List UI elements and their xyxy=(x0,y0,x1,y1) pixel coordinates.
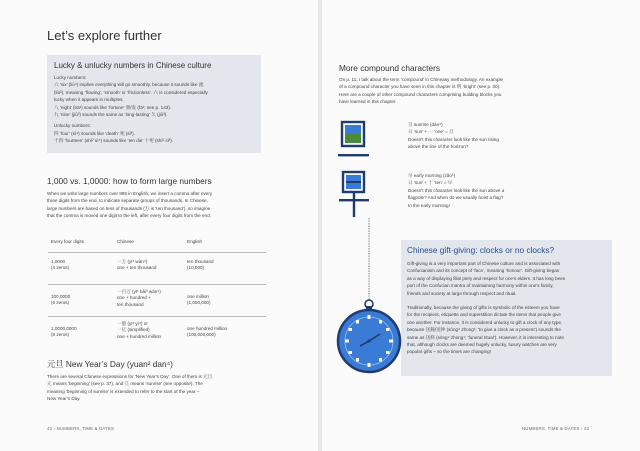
text-line: 日 ‘sun’ + 一 ‘one’ = 旦 xyxy=(408,129,454,135)
text-line: above the line of the horizon? xyxy=(408,144,469,150)
section-heading-compound: More compound characters xyxy=(339,63,440,73)
new-year-body xyxy=(47,373,269,403)
text-line: Lucky numbers: xyxy=(54,75,87,80)
text-line: friends and society at large through respect and ritual. xyxy=(407,290,517,296)
right-page xyxy=(322,0,640,451)
text-line: 元 means ‘beginning’ (see p. 37), and 旦 means ‘sunrise’ (see opposite). The xyxy=(47,381,203,387)
cell-line: (1,000,000) xyxy=(187,300,211,306)
cell-line: 100,0000 xyxy=(51,294,71,299)
table-cell-english xyxy=(187,294,211,307)
text-line: same as 送終 (sòng⁴ zhong¹; ‘funeral ritual’). However, it is interesting to note xyxy=(407,334,564,340)
text-line: 六 ‘six’ (liù⁴) implies everything will go smoothly, because it sounds like 流 xyxy=(54,82,204,88)
text-line: 四 ‘four’ (sì⁴) sounds like ‘death’ 死 (sǐ³). xyxy=(54,130,135,136)
sunrise-character-icon xyxy=(336,120,372,162)
table-cell-digits xyxy=(51,259,69,272)
cell-line: 一亿 (simplified) xyxy=(117,327,150,333)
cell-line: one + hundred + xyxy=(117,295,151,301)
text-line: that, although clocks are deemed hugely unlucky, luxury watches are very xyxy=(407,342,557,348)
table-header: Chinese xyxy=(117,239,134,244)
text-line: meaning ‘beginning of sunrise’ is extended to refer to the start of the year – xyxy=(47,388,200,394)
table-cell-chinese xyxy=(117,289,161,308)
lucky-numbers-box xyxy=(47,55,261,153)
table-cell-english xyxy=(187,326,227,339)
text-line: one another. For instance, it is considered unlucky to gift a clock of any type, xyxy=(407,319,563,325)
text-line: Doesn’t this character look like the sun above a xyxy=(408,187,505,193)
section-heading-new-year: 元旦 New Year’s Day (yuan² dan⁴) xyxy=(47,359,173,369)
cell-line: (4 zeros) xyxy=(51,265,70,271)
text-line: There are several Chinese expressions for ‘New Year’s Day’. One of them is 元旦. xyxy=(47,374,214,379)
text-line: part of the Confucian mantra of maintaining harmony within one’s family, xyxy=(407,283,554,289)
text-line: popular gifts – so the times are changing! xyxy=(407,349,492,355)
lucky-box-text xyxy=(54,74,259,145)
text-line: 日 ‘sun’ + 十 ‘ten’ = 早 xyxy=(408,180,453,186)
cell-line: one hundred million xyxy=(187,326,228,331)
text-line: Here are a couple of other compound characters comprising building blocks you xyxy=(339,91,502,97)
table-cell-digits xyxy=(51,294,70,307)
text-line: (liú²), meaning ‘flowing’, ‘smooth’ or ‘frictionless’. 六 is considered especially xyxy=(54,89,208,95)
sunrise-description xyxy=(408,121,558,151)
pocket-watch-illustration xyxy=(336,218,402,376)
gift-giving-box xyxy=(401,240,612,376)
text-line: have learned in this chapter. xyxy=(339,99,397,105)
text-line: Gift-giving is a very important part of Chinese culture and is associated with xyxy=(407,261,561,266)
text-line: as a way of displaying filial piety and respect for one’s elders. It has long been xyxy=(407,275,566,281)
table-cell-digits xyxy=(51,326,77,339)
lucky-box-title: Lucky & unlucky numbers in Chinese culture xyxy=(54,61,212,70)
text-line: 九 ‘nine’ (jiǔ³) sounds the same as ‘long-lasting’ 久 (jiǔ³). xyxy=(54,112,168,118)
cell-line: one million xyxy=(187,294,209,299)
cell-line: ten thousand xyxy=(187,259,214,264)
table-cell-english xyxy=(187,259,214,272)
text-line: large numbers are based on tens of thousands (万 is ‘ten thousand’), so imagine xyxy=(47,205,211,211)
left-page xyxy=(0,0,318,451)
cell-line: (8 zeros) xyxy=(51,332,70,338)
cell-line: 1,0000,0000 xyxy=(51,326,77,331)
early-morning-character-icon xyxy=(336,170,372,218)
text-line: 早 early morning (zǎo³) xyxy=(408,173,455,178)
cell-line: one + hundred million xyxy=(117,333,162,339)
table-header-row xyxy=(48,234,266,250)
text-line: Unlucky numbers: xyxy=(54,123,91,129)
table-row xyxy=(48,316,266,347)
section-heading-large-numbers: 1,000 vs. 1,0000: how to form large numbers xyxy=(47,176,212,186)
text-line: Doesn’t this character look like the sun rising xyxy=(408,136,499,142)
text-line: Confucianism and its concept of ‘face’, meaning ‘honour’. Gift-giving began xyxy=(407,268,560,274)
cell-line: 一万 (yī¹ wàn⁴) xyxy=(117,259,148,264)
cell-line: ten thousand xyxy=(117,301,144,307)
text-line: On p. 11, I talk about the term ‘compound’ in Chineasy methodology. An example xyxy=(339,77,504,82)
text-line: lucky when it appears in multiples. xyxy=(54,97,124,103)
text-line: because 送鐘/送钟 (sòng⁴ zhong¹; ‘to give a clock as a present’) sounds the xyxy=(407,327,561,333)
text-line: New Year’s Day. xyxy=(47,396,81,402)
gift-box-title: Chinese gift-giving: clocks or no clocks? xyxy=(407,245,555,255)
table-row xyxy=(48,284,266,315)
page-title: Let’s explore further xyxy=(47,28,162,43)
text-line: 旦 sunrise (dàn⁴) xyxy=(408,122,443,127)
early-morning-description xyxy=(408,172,558,209)
text-line: 八 ‘eight’ (bā¹) sounds like ‘fortune’ 發/发 (fā¹; see p. 143). xyxy=(54,104,172,110)
large-numbers-body xyxy=(47,190,267,220)
text-line: three digits from the end, to indicate separate groups of thousands. In Chinese, xyxy=(47,198,208,204)
cell-line: one + ten thousand xyxy=(117,265,157,271)
table-row xyxy=(48,252,266,283)
text-line: of a compound character you have seen in this chapter is 明 ‘bright’ (see p. 30). xyxy=(339,84,501,90)
cell-line: (10,000) xyxy=(187,265,205,271)
text-line: for the recipient, etiquette and superstition dictate the items that people give xyxy=(407,312,561,318)
text-line: Traditionally, because the giving of gifts is symbolic of the esteem you have xyxy=(407,305,560,310)
text-line: When we write large numbers over 999 in English, we insert a comma after every xyxy=(47,191,213,196)
gift-box-paragraph-2 xyxy=(407,304,609,356)
text-line: 十四 ‘fourteen’ (shí² sì⁴) sounds like ‘ten die’ 十死 (shí² sǐ³). xyxy=(54,138,174,144)
cell-line: 1,0000 xyxy=(51,259,66,264)
gift-box-paragraph-1 xyxy=(407,260,609,297)
page-footer: NUMBERS, TIME & DATES ‹ 43 xyxy=(522,426,590,431)
page-footer: 42 › NUMBERS, TIME & DATES xyxy=(47,426,115,431)
cell-line: 一億 (yī¹ yì⁴) or xyxy=(117,321,148,326)
table-header: English xyxy=(187,239,203,244)
cell-line: (6 zeros) xyxy=(51,300,70,306)
cell-line: 一百万 (yī¹ bǎi³ wàn⁴) xyxy=(117,289,161,294)
text-line: flagpole? And when do we usually hoist a flag? xyxy=(408,195,504,201)
text-line: In the early morning! xyxy=(408,202,450,208)
table-header: Every four digits xyxy=(51,239,84,244)
text-line: that the comma is moved one digit to the left, after every four digits from the end. xyxy=(47,213,211,219)
table-cell-chinese xyxy=(117,259,156,272)
table-cell-chinese xyxy=(117,321,161,340)
cell-line: (100,000,000) xyxy=(187,332,216,338)
compound-intro xyxy=(339,76,561,106)
